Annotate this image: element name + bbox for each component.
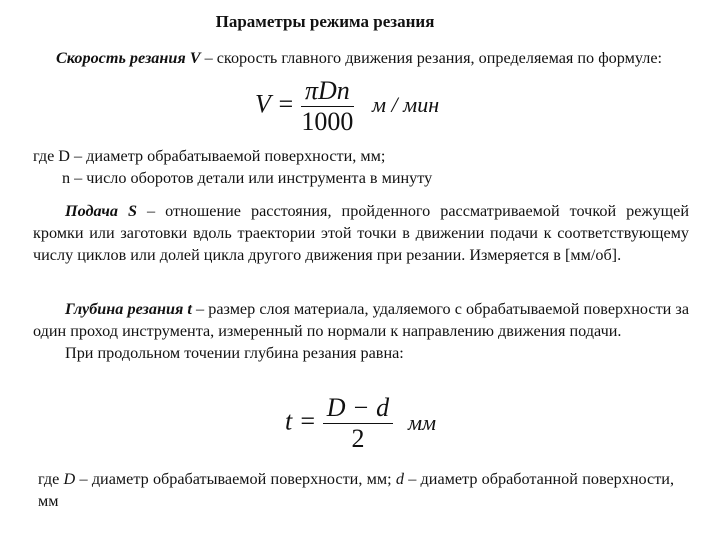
speed-formula <box>255 76 354 137</box>
speed-formula-numerator: πDn <box>301 76 354 107</box>
speed-text: – скорость главного движения резания, определяемая по формуле: <box>200 49 663 67</box>
depth-formula-unit: мм <box>408 410 437 435</box>
depth-text: – размер слоя материала, удаляемого с обрабатываемой поверхности за один проход инструмента, измеренный по нормали к направлению движения подачи. <box>33 300 690 340</box>
depth-where <box>38 468 674 512</box>
speed-definition <box>24 47 686 69</box>
turning-text: При продольном точении глубина резания равна: <box>65 344 404 362</box>
speed-formula-unit: м / мин <box>372 92 440 117</box>
depth-formula-lhs: t = <box>285 406 317 436</box>
depth-formula-numerator: D − d <box>323 393 393 424</box>
feed-definition <box>33 200 689 266</box>
depth-where-d: d <box>395 470 404 488</box>
depth-where-D: D <box>63 470 76 488</box>
speed-where-line-2: n – число оборотов детали или инструмента в минуту <box>62 169 433 187</box>
speed-term: Скорость резания V <box>56 49 201 67</box>
speed-formula-lhs: V = <box>255 89 295 119</box>
depth-term: Глубина резания t <box>65 300 192 318</box>
depth-formula-denominator: 2 <box>351 424 365 453</box>
depth-formula <box>285 393 393 454</box>
speed-formula-denominator: 1000 <box>301 107 354 136</box>
page-title: Параметры режима резания <box>215 12 435 31</box>
depth-where-rest: – диаметр обработанной поверхности, мм <box>38 470 674 510</box>
speed-where-line-1: где D – диаметр обрабатываемой поверхности, мм; <box>33 147 386 165</box>
depth-definition <box>33 298 689 364</box>
depth-where-prefix: где <box>38 470 64 488</box>
feed-term: Подача S <box>65 202 137 220</box>
depth-formula-fraction <box>323 393 393 454</box>
speed-formula-fraction <box>301 76 354 137</box>
depth-where-mid: – диаметр обрабатываемой поверхности, мм; <box>75 470 396 488</box>
feed-text: – отношение расстояния, пройденного рассматриваемой точкой режущей кромки или заготовки вдоль траектории этой точки в движении подачи к соответствующему числу циклов или долей цикла другого движения при резании. Измеряется в [мм/об]. <box>33 202 689 264</box>
